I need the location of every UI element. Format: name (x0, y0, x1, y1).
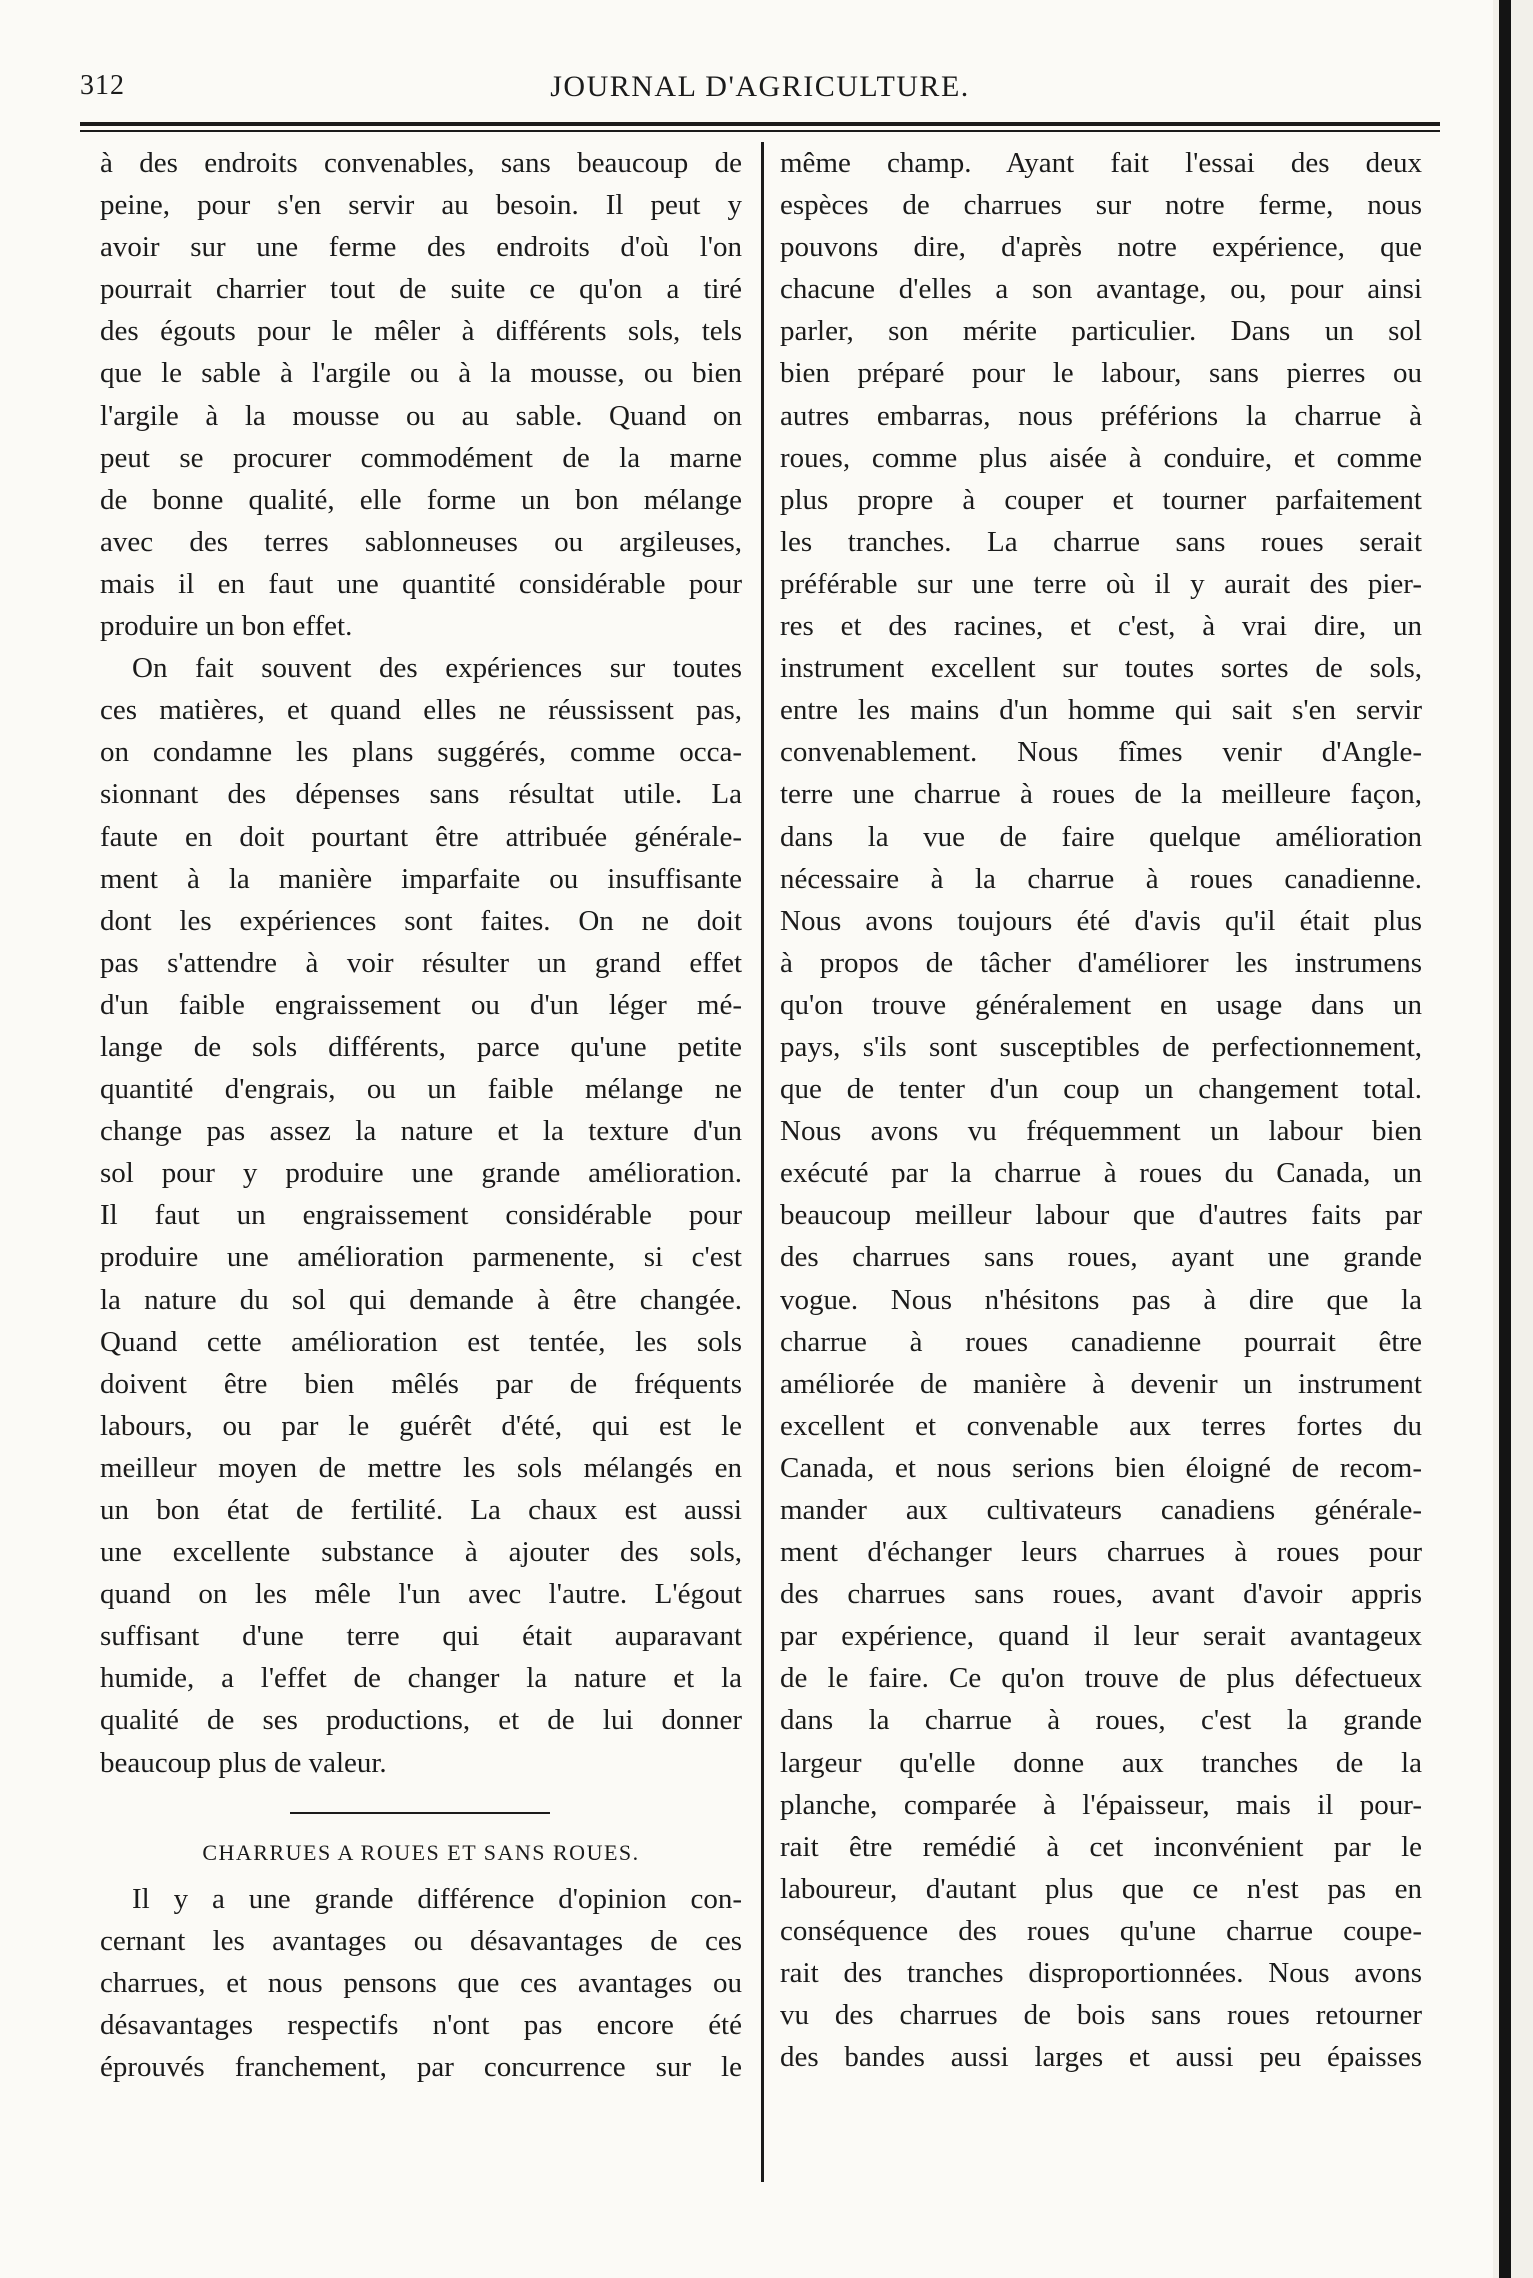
text-line: des égouts pour le mêler à différents sols, tels (100, 315, 742, 348)
text-line: laboureur, d'autant plus que ce n'est pas en (780, 1872, 1422, 1905)
text-line: espèces de charrues sur notre ferme, nous (780, 189, 1422, 222)
text-line: charrue à roues canadienne pourrait être (780, 1325, 1422, 1358)
text-line: ces matières, et quand elles ne réussissent pas, (100, 694, 742, 727)
text-line: Canada, et nous serions bien éloigné de recom- (780, 1451, 1422, 1484)
text-line: Il faut un engraissement considérable pour (100, 1199, 742, 1232)
binding-shadow (1499, 0, 1511, 2278)
text-line: suffisant d'une terre qui était auparavant (100, 1620, 742, 1653)
text-line: plus propre à couper et tourner parfaitement (780, 483, 1422, 516)
text-line: que de tenter d'un coup un changement total. (780, 1073, 1422, 1106)
text-line: charrues, et nous pensons que ces avantages ou (100, 1966, 742, 1999)
text-line: dans la charrue à roues, c'est la grande (780, 1704, 1422, 1737)
text-line: excellent et convenable aux terres fortes du (780, 1409, 1422, 1442)
text-line: Quand cette amélioration est tentée, les sols (100, 1325, 742, 1358)
text-line: faute en doit pourtant être attribuée générale- (100, 820, 742, 853)
text-line: préférable sur une terre où il y aurait des pier- (780, 567, 1422, 600)
text-line: autres embarras, nous préférions la charrue à (780, 399, 1422, 432)
text-line: conséquence des roues qu'une charrue coupe- (780, 1914, 1422, 1947)
text-line: parler, son mérite particulier. Dans un sol (780, 315, 1422, 348)
text-line: convenablement. Nous fîmes venir d'Angle- (780, 736, 1422, 769)
page-header (80, 70, 1440, 112)
text-line: exécuté par la charrue à roues du Canada, un (780, 1157, 1422, 1190)
text-line: nécessaire à la charrue à roues canadienne. (780, 862, 1422, 895)
text-line: à des endroits convenables, sans beaucoup de (100, 147, 742, 179)
text-line: mais il en faut une quantité considérable pour (100, 567, 742, 600)
text-line: de le faire. Ce qu'on trouve de plus défectueux (780, 1662, 1422, 1695)
text-line: chacune d'elles a son avantage, ou, pour ainsi (780, 273, 1422, 306)
text-line: quand on les mêle l'un avec l'autre. L'égout (100, 1578, 742, 1611)
text-line: des charrues sans roues, ayant une grande (780, 1241, 1422, 1274)
text-line: quantité d'engrais, ou un faible mélange ne (100, 1073, 742, 1106)
text-line: la nature du sol qui demande à être changée. (100, 1283, 742, 1316)
text-line: roues, comme plus aisée à conduire, et comme (780, 441, 1422, 474)
text-line: avec des terres sablonneuses ou argileuses, (100, 525, 742, 558)
text-line: qualité de ses productions, et de lui donner (100, 1704, 742, 1737)
text-line: instrument excellent sur toutes sortes de sols, (780, 652, 1422, 685)
text-line: beaucoup meilleur labour que d'autres faits par (780, 1199, 1422, 1232)
paragraph (100, 647, 742, 1784)
text-line: rait être remédié à cet inconvénient par le (780, 1830, 1422, 1863)
text-line: change pas assez la nature et la texture d'un (100, 1115, 742, 1148)
section-separator (100, 1784, 742, 1828)
text-line: désavantages respectifs n'ont pas encore été (100, 2008, 742, 2041)
text-line: améliorée de manière à devenir un instrument (780, 1367, 1422, 1400)
text-line: doivent être bien mêlés par de fréquents (100, 1367, 742, 1400)
text-line: sionnant des dépenses sans résultat utile. La (100, 778, 742, 811)
text-line: Nous avons vu fréquemment un labour bien (780, 1115, 1422, 1148)
paragraph (100, 1878, 742, 2088)
journal-title: JOURNAL D'AGRICULTURE. (550, 70, 970, 103)
text-line: une excellente substance à ajouter des sols, (100, 1536, 742, 1569)
text-line: des charrues sans roues, avant d'avoir appris (780, 1578, 1422, 1611)
text-line: terre une charrue à roues de la meilleure façon, (780, 778, 1422, 811)
right-column (780, 142, 1422, 2078)
text-line: humide, a l'effet de changer la nature et la (100, 1662, 742, 1695)
text-line: que le sable à l'argile ou à la mousse, ou bien (100, 357, 742, 390)
text-line: On fait souvent des expériences sur toutes (132, 652, 742, 685)
text-line: bien préparé pour le labour, sans pierres ou (780, 357, 1422, 390)
header-rule-thin (80, 130, 1440, 132)
text-line: peut se procurer commodément de la marne (100, 441, 742, 474)
header-rule-thick (80, 122, 1440, 126)
text-line: de bonne qualité, elle forme un bon mélange (100, 483, 742, 516)
text-line: mander aux cultivateurs canadiens générale- (780, 1494, 1422, 1526)
text-line: res et des racines, et c'est, à vrai dire, un (780, 610, 1422, 643)
text-line: pouvons dire, d'après notre expérience, que (780, 231, 1422, 264)
page-number: 312 (80, 70, 125, 101)
text-line: qu'on trouve généralement en usage dans un (780, 988, 1422, 1021)
text-line: largeur qu'elle donne aux tranches de la (780, 1746, 1422, 1779)
text-line: même champ. Ayant fait l'essai des deux (780, 147, 1422, 179)
text-line: pourrait charrier tout de suite ce qu'on a tiré (100, 273, 742, 306)
paragraph (100, 142, 742, 647)
text-line: l'argile à la mousse ou au sable. Quand on (100, 399, 742, 432)
text-line: peine, pour s'en servir au besoin. Il peut y (100, 189, 742, 222)
text-line: avoir sur une ferme des endroits d'où l'on (100, 231, 742, 264)
text-line: pas s'attendre à voir résulter un grand effet (100, 946, 742, 979)
separator-rule (290, 1812, 550, 1814)
text-line: dans la vue de faire quelque amélioration (780, 820, 1422, 853)
text-line: les tranches. La charrue sans roues serait (780, 525, 1422, 558)
section-heading: CHARRUES A ROUES ET SANS ROUES. (202, 1839, 640, 1865)
text-line: labours, ou par le guérêt d'été, qui est le (100, 1409, 742, 1442)
text-line: dont les expériences sont faites. On ne doit (100, 904, 742, 937)
text-line: rait des tranches disproportionnées. Nous avons (780, 1957, 1422, 1990)
text-line: vu des charrues de bois sans roues retourner (780, 1999, 1422, 2032)
column-divider (761, 142, 764, 2182)
text-line: on condamne les plans suggérés, comme occa- (100, 736, 742, 769)
text-line: vogue. Nous n'hésitons pas à dire que la (780, 1283, 1422, 1316)
text-line: d'un faible engraissement ou d'un léger mé- (100, 988, 742, 1021)
text-line: éprouvés franchement, par concurrence sur le (100, 2051, 742, 2084)
text-line: sol pour y produire une grande amélioration. (100, 1157, 742, 1190)
text-line: des bandes aussi larges et aussi peu épaisses (780, 2041, 1422, 2074)
text-line: beaucoup plus de valeur. (100, 1746, 387, 1779)
text-line: pays, s'ils sont susceptibles de perfectionnement, (780, 1030, 1422, 1063)
text-line: Il y a une grande différence d'opinion con- (132, 1882, 742, 1915)
text-line: meilleur moyen de mettre les sols mélangés en (100, 1451, 742, 1484)
text-line: produire une amélioration parmenente, si c'est (100, 1241, 742, 1274)
text-line: lange de sols différents, parce qu'une petite (100, 1030, 742, 1063)
text-line: ment d'échanger leurs charrues à roues pour (780, 1536, 1422, 1569)
text-line: entre les mains d'un homme qui sait s'en servir (780, 694, 1422, 727)
paragraph (780, 142, 1422, 2078)
left-column (100, 142, 742, 2088)
text-line: ment à la manière imparfaite ou insuffisante (100, 862, 742, 895)
text-line: cernant les avantages ou désavantages de ces (100, 1924, 742, 1957)
text-line: par expérience, quand il leur serait avantageux (780, 1620, 1422, 1653)
text-line: un bon état de fertilité. La chaux est aussi (100, 1494, 742, 1526)
text-line: à propos de tâcher d'améliorer les instrumens (780, 946, 1422, 979)
text-line: produire un bon effet. (100, 610, 353, 643)
text-line: Nous avons toujours été d'avis qu'il était plus (780, 904, 1422, 937)
text-line: planche, comparée à l'épaisseur, mais il pour- (780, 1788, 1422, 1821)
